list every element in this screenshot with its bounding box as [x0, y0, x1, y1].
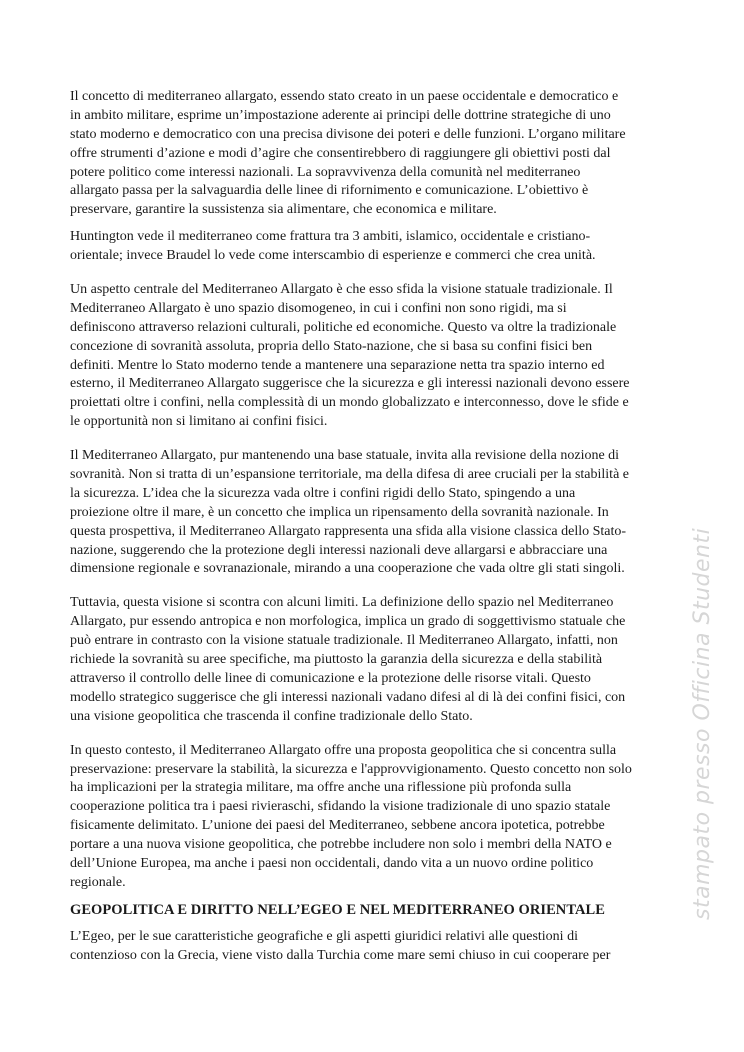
- text-line: esterno, il Mediterraneo Allargato suggerisce che la sicurezza e gli interessi nazionali devono essere: [70, 376, 630, 392]
- text-line: portare a una nuova visione geopolitica, che potrebbe includere non solo i membri della NATO e: [70, 837, 612, 853]
- text-line: Il Mediterraneo Allargato, pur mantenendo una base statuale, invita alla revisione della nozione di: [70, 448, 620, 464]
- text-line: definiti. Mentre lo Stato moderno tende a mantenere una separazione netta tra spazio interno ed: [70, 357, 605, 373]
- text-line: dell’Unione Europea, ma anche i paesi non occidentali, dando vita a un nuovo ordine politico: [70, 855, 594, 871]
- text-line: stato moderno e democratico con una precisa divisone dei poteri e delle funzioni. L’organo militare: [70, 126, 626, 142]
- text-line: Mediterraneo Allargato è uno spazio disomogeneo, in cui i confini non sono rigidi, ma si: [70, 300, 567, 316]
- text-line: definiscono attraverso relazioni culturali, politiche ed economiche. Questo va oltre la tradizionale: [70, 319, 617, 335]
- paragraph: [70, 742, 690, 893]
- text-line: ha implicazioni per la strategia militare, ma offre anche una riflessione più profonda sulla: [70, 780, 572, 796]
- text-line: L’Egeo, per le sue caratteristiche geografiche e gli aspetti giuridici relativi alle questioni di: [70, 928, 578, 944]
- text-line: questa prospettiva, il Mediterraneo Allargato rappresenta una sfida alla visione classica dello Stato-: [70, 523, 627, 539]
- text-line: una visione geopolitica che trascenda il confine tradizionale dello Stato.: [70, 708, 473, 724]
- text-line: Tuttavia, questa visione si scontra con alcuni limiti. La definizione dello spazio nel Mediterraneo: [70, 595, 614, 611]
- text-line: fisicamente delimitato. L’unione dei paesi del Mediterraneo, sebbene ancora ipotetica, potrebbe: [70, 818, 605, 834]
- text-line: modello strategico suggerisce che gli interessi nazionali vadano difesi al di là dei confini fisici, con: [70, 689, 626, 705]
- text-line: allargato passa per la salvaguardia delle linee di rifornimento e comunicazione. L’obiettivo è: [70, 183, 589, 199]
- text-line: richiede la sovranità su aree specifiche, ma piuttosto la garanzia della sicurezza e della stabilità: [70, 652, 603, 668]
- document-body: [70, 88, 690, 965]
- text-line: orientale; invece Braudel lo vede come interscambio di esperienze e commerci che crea unità.: [70, 248, 596, 264]
- text-line: potere politico come interessi nazionali. La sopravvivenza della comunità nel mediterraneo: [70, 164, 581, 180]
- text-line: concezione di sovranità assoluta, propria dello Stato-nazione, che si basa su confini fisici ben: [70, 338, 593, 354]
- paragraph: [70, 928, 690, 966]
- text-line: preservare, garantire la sussistenza sia alimentare, che economica e militare.: [70, 202, 497, 218]
- text-line: Allargato, pur essendo antropica e non morfologica, implica un grado di soggettivismo statuale che: [70, 614, 626, 630]
- text-line: proiezione oltre il mare, è un concetto che implica un ripensamento della sovranità nazionale. In: [70, 504, 609, 520]
- text-line: la sicurezza. L’idea che la sicurezza vada oltre i confini rigidi dello Stato, spingendo a una: [70, 485, 576, 501]
- paragraph: [70, 281, 690, 432]
- text-line: sovranità. Non si tratta di un’espansione territoriale, ma della difesa di aree cruciali per la stabilità e: [70, 467, 630, 483]
- text-line: in ambito militare, esprime un’impostazione aderente ai principi delle dottrine strategiche di uno: [70, 107, 611, 123]
- text-line: dimensione regionale e sovranazionale, mirando a una cooperazione che vada oltre gli stati singoli.: [70, 561, 625, 577]
- text-line: le opportunità non si limitano ai confini fisici.: [70, 414, 328, 430]
- section-heading: [70, 901, 690, 920]
- text-line: proiettati oltre i confini, nella complessità di un mondo globalizzato e interconnesso, dove le sfide e: [70, 395, 629, 411]
- paragraph: [70, 447, 690, 579]
- paragraph: [70, 594, 690, 726]
- text-line: Huntington vede il mediterraneo come frattura tra 3 ambiti, islamico, occidentale e cristiano-: [70, 229, 591, 245]
- paragraph: [70, 88, 690, 220]
- text-line: preservazione: preservare la stabilità, la sicurezza e l'approvvigionamento. Questo concetto non solo: [70, 761, 632, 777]
- text-line: Il concetto di mediterraneo allargato, essendo stato creato in un paese occidentale e democratico e: [70, 89, 619, 104]
- paragraph: [70, 228, 690, 266]
- text-line: Un aspetto centrale del Mediterraneo Allargato è che esso sfida la visione statuale tradizionale. Il: [70, 282, 613, 298]
- watermark: stampato presso Officina Studenti: [690, 527, 715, 920]
- text-line: può entrare in contrasto con la visione statuale tradizionale. Il Mediterraneo Allargato, infatti, non: [70, 633, 618, 649]
- text-line: attraverso il controllo delle linee di comunicazione e la protezione delle risorse vitali. Questo: [70, 670, 591, 686]
- text-line: regionale.: [70, 874, 126, 890]
- text-line: In questo contesto, il Mediterraneo Allargato offre una proposta geopolitica che si concentra sulla: [70, 742, 617, 758]
- text-line: GEOPOLITICA E DIRITTO NELL’EGEO E NEL MEDITERRANEO ORIENTALE: [70, 901, 605, 918]
- text-line: cooperazione politica tra i paesi rivieraschi, sfidando la visione tradizionale di uno spazio statale: [70, 799, 611, 815]
- text-line: nazione, suggerendo che la protezione degli interessi nazionali deve allargarsi e abbracciare una: [70, 542, 608, 558]
- text-line: offre strumenti d’azione e modi d’agire che consentirebbero di raggiungere gli obiettivi posti dal: [70, 145, 611, 161]
- text-line: contenzioso con la Grecia, viene visto dalla Turchia come mare semi chiuso in cui cooperare per: [70, 947, 611, 963]
